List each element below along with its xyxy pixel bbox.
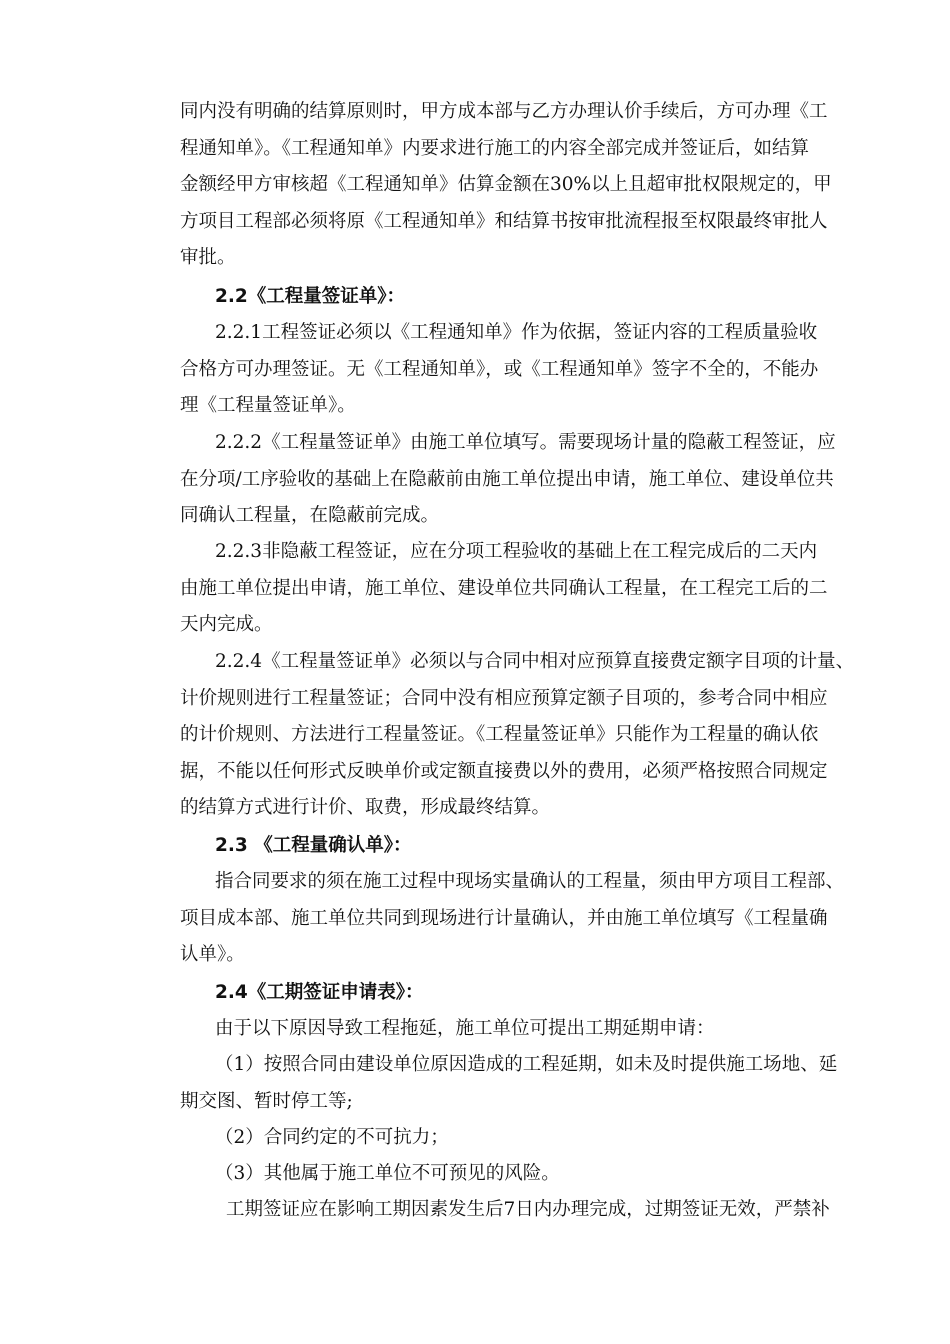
text-line: 2.2.3非隐蔽工程签证，应在分项工程验收的基础上在工程完成后的二天内: [215, 541, 818, 562]
text-line: 同内没有明确的结算原则时，甲方成本部与乙方办理认价手续后，方可办理《工: [180, 101, 828, 122]
heading-2-4: 2.4《工期签证申请表》：: [215, 982, 424, 1003]
text-line: 2.2.4《工程量签证单》必须以与合同中相对应预算直接费定额字目项的计量、: [215, 651, 855, 672]
text-line: 的计价规则、方法进行工程量签证。《工程量签证单》只能作为工程量的确认依: [180, 724, 819, 745]
text-line: 理《工程量签证单》。: [180, 395, 356, 416]
text-line: 审批。: [180, 247, 236, 268]
text-line: 2.2.2《工程量签证单》由施工单位填写。需要现场计量的隐蔽工程签证，应: [215, 432, 836, 453]
heading-2-3: 2.3 《工程量确认单》：: [215, 835, 412, 856]
text-line: 天内完成。: [180, 614, 273, 635]
text-line: 计价规则进行工程量签证；合同中没有相应预算定额子目项的，参考合同中相应: [180, 687, 828, 709]
text-line: 程通知单》。《工程通知单》内要求进行施工的内容全部完成并签证后，如结算: [180, 137, 810, 159]
text-line: 据，不能以任何形式反映单价或定额直接费以外的费用，必须严格按照合同规定: [180, 760, 828, 782]
list-item-2: （2）合同约定的不可抗力；: [215, 1127, 449, 1148]
list-item-3: （3）其他属于施工单位不可预见的风险。: [215, 1163, 560, 1184]
paragraph-2-3: [180, 864, 860, 974]
heading-2-2: 2.2《工程量签证单》：: [215, 286, 406, 307]
paragraph-settlement: [180, 94, 860, 277]
text-line: 期交图、暂时停工等;: [180, 1090, 353, 1112]
text-line: 指合同要求的须在施工过程中现场实量确认的工程量，须由甲方项目工程部、: [215, 871, 845, 892]
paragraph-2-2-3: [180, 534, 860, 644]
text-line: 2.2.1工程签证必须以《工程通知单》作为依据，签证内容的工程质量验收: [215, 322, 818, 343]
text-line: 合格方可办理签证。无《工程通知单》，或《工程通知单》签字不全的，不能办: [180, 358, 819, 380]
paragraph-2-2-1: [180, 315, 860, 425]
text-line: 项目成本部、施工单位共同到现场进行计量确认，并由施工单位填写《工程量确: [180, 907, 828, 929]
paragraph-2-2-4: [180, 644, 860, 827]
text-line: 金额经甲方审核超《工程通知单》估算金额在30%以上且超审批权限规定的，甲: [180, 174, 832, 195]
paragraph-2-2-2: [180, 425, 860, 535]
list-item-1: [180, 1047, 860, 1120]
paragraph-2-4-last: 工期签证应在影响工期因素发生后7日内办理完成，过期签证无效，严禁补: [226, 1199, 830, 1220]
text-line: 由施工单位提出申请，施工单位、建设单位共同确认工程量，在工程完工后的二: [180, 577, 828, 599]
text-line: 在分项/工序验收的基础上在隐蔽前由施工单位提出申请，施工单位、建设单位共: [180, 468, 834, 490]
text-line: 的结算方式进行计价、取费，形成最终结算。: [180, 797, 551, 818]
text-line: 认单》。: [180, 944, 245, 965]
text-line: 同确认工程量，在隐蔽前完成。: [180, 505, 440, 526]
text-line: （1）按照合同由建设单位原因造成的工程延期，如未及时提供施工场地、延: [215, 1054, 838, 1075]
paragraph-2-4-intro: 由于以下原因导致工程拖延，施工单位可提出工期延期申请：: [215, 1018, 715, 1039]
text-line: 方项目工程部必须将原《工程通知单》和结算书按审批流程报至权限最终审批人: [180, 210, 828, 232]
